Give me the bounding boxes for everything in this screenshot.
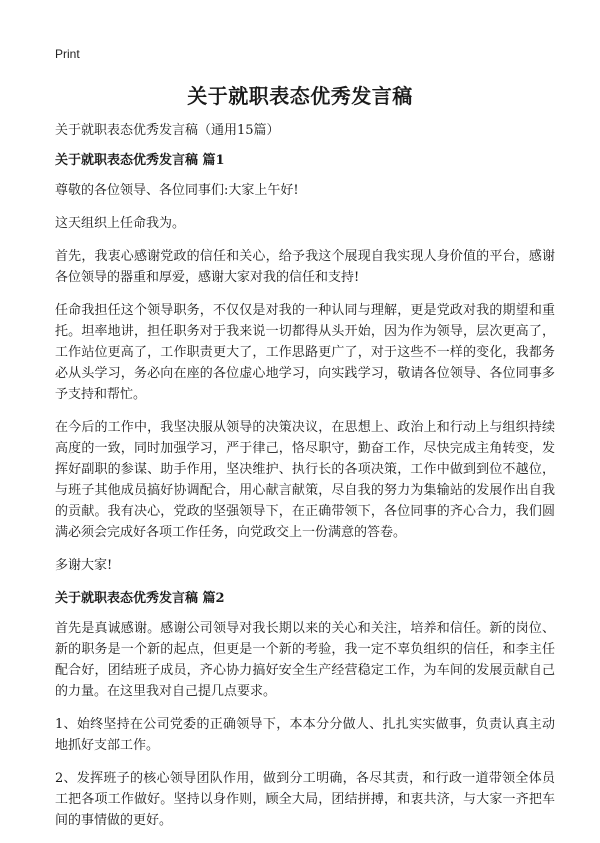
document-body — [55, 120, 555, 843]
section-2-paragraph: 2、发挥班子的核心领导团队作用，做到分工明确，各尽其责，和行政一道带领全体员工把各项工作做好。坚持以身作则，顾全大局，团结拼搏，和衷共济，与大家一齐把车间的事情做的更好。 — [55, 771, 555, 828]
section-1-paragraph: 首先，我衷心感谢党政的信任和关心，给予我这个展现自我实现人身价值的平台，感谢各位领导的器重和厚爱，感谢大家对我的信任和支持! — [55, 249, 555, 285]
section-1-heading: 关于就职表态优秀发言稿 篇1 — [55, 153, 225, 168]
document-subtitle: 关于就职表态优秀发言稿（通用15篇） — [55, 123, 280, 138]
print-label[interactable]: Print — [55, 47, 80, 61]
section-2-heading: 关于就职表态优秀发言稿 篇2 — [55, 591, 225, 606]
section-1-paragraph: 在今后的工作中，我坚决服从领导的决策决议，在思想上、政治上和行动上与组织持续高度的一致，同时加强学习，严于律己，恪尽职守，勤奋工作，尽快完成主角转变，发挥好副职的参谋、助手作用，坚决维护、执行长的各项决策，工作中做到到位不越位，与班子其他成员搞好协调配合，用心献言献策，尽自我的努力为集输站的发展作出自我的贡献。我有决心，党政的坚强领导下，在正确带领下，各位同事的齐心合力，我们圆满必须会完成好各项工作任务，向党政交上一份满意的答卷。 — [55, 420, 555, 540]
section-1-paragraph: 多谢大家! — [55, 558, 113, 573]
section-1-paragraph: 任命我担任这个领导职务，不仅仅是对我的一种认同与理解，更是党政对我的期望和重托。坦率地讲，担任职务对于我来说一切都得从头开始，因为作为领导，层次更高了，工作站位更高了，工作职责更大了，工作思路更广了，对于这些不一样的变化，我都务必从头学习，务必向在座的各位虚心地学习，向实践学习，敬请各位领导、各位同事多予支持和帮忙。 — [55, 303, 555, 402]
section-2-paragraph: 首先是真诚感谢。感谢公司领导对我长期以来的关心和关注，培养和信任。新的岗位、新的职务是一个新的起点，但更是一个新的考验，我一定不辜负组织的信任，和李主任配合好，团结班子成员，齐心协力搞好安全生产经营稳定工作，为车间的发展贡献自己的力量。在这里我对自己提几点要求。 — [55, 621, 555, 699]
section-1-paragraph: 这天组织上任命我为。 — [55, 216, 186, 231]
section-1-paragraph: 尊敬的各位领导、各位同事们:大家上午好! — [55, 183, 299, 198]
section-2-paragraph: 1、始终坚持在公司党委的正确领导下，本本分分做人、扎扎实实做事，负责认真主动地抓好支部工作。 — [55, 717, 555, 753]
document-title: 关于就职表态优秀发言稿 — [187, 84, 413, 108]
